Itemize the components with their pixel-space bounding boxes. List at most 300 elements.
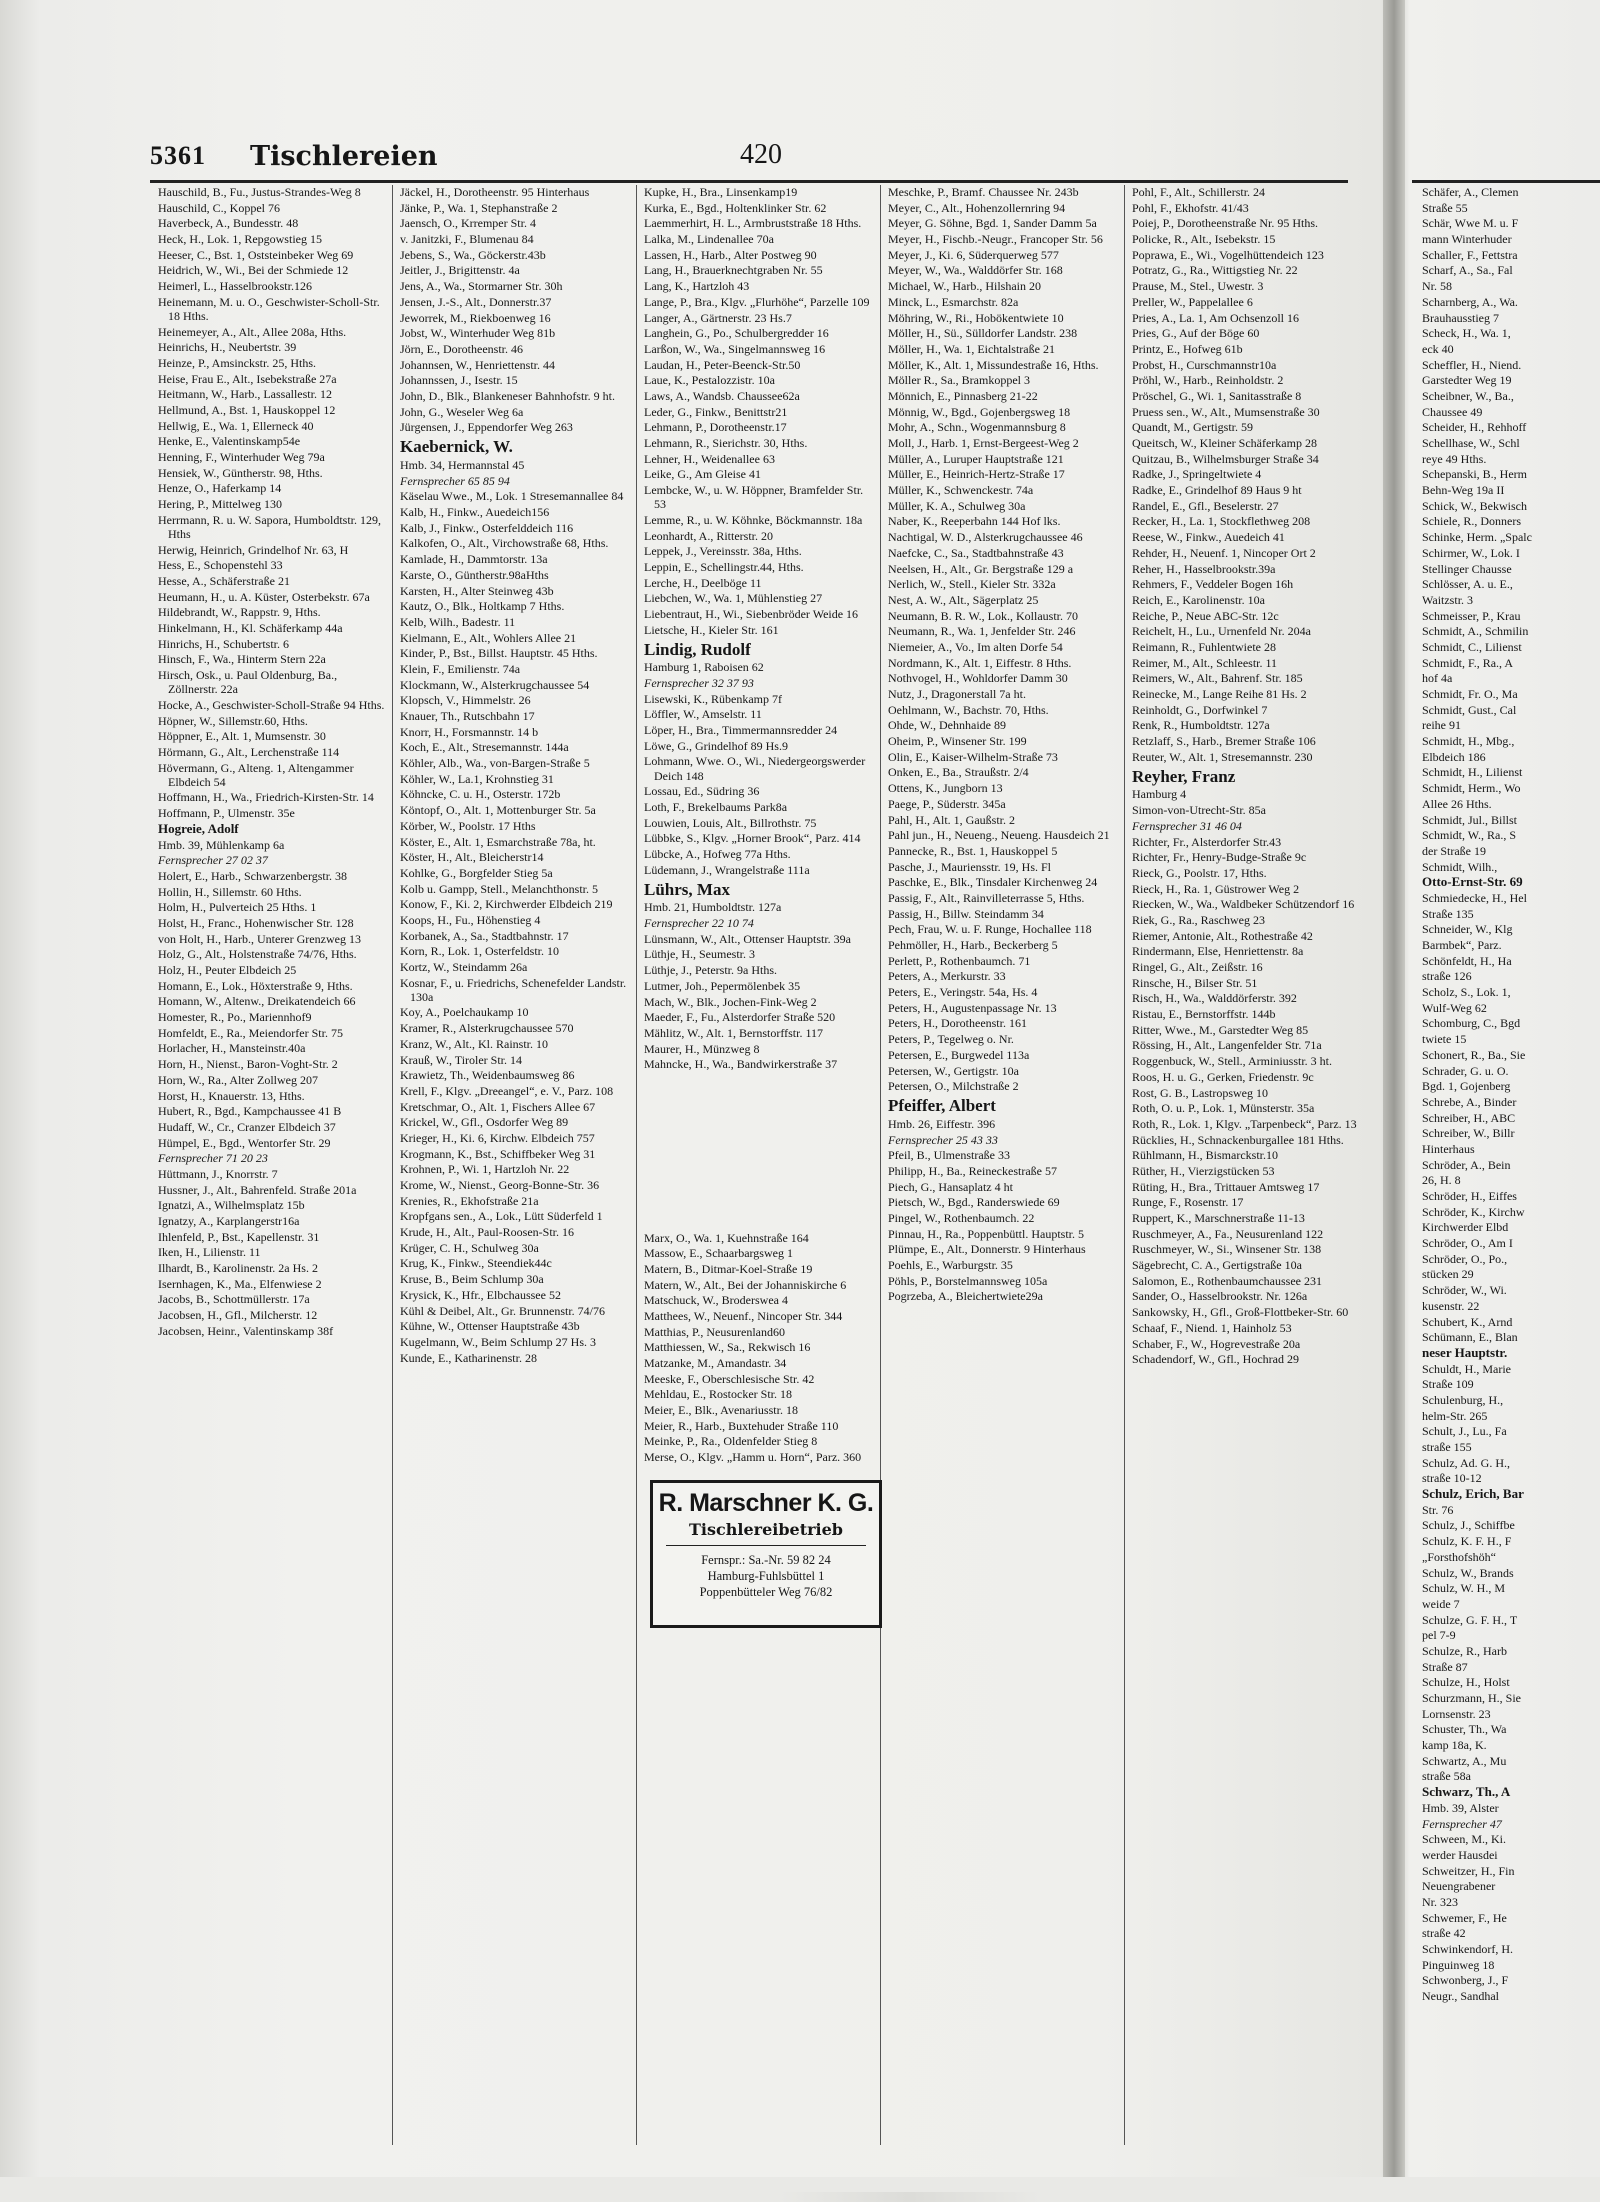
listing-entry: Laue, K., Pestalozzistr. 10a	[644, 373, 775, 388]
listing-entry: Kurka, E., Bgd., Holtenklinker Str. 62	[644, 200, 827, 215]
listing-entry: Merse, O., Klgv. „Hamm u. Horn“, Parz. 360	[644, 1450, 862, 1465]
listing-entry: Johannssen, J., Isestr. 15	[400, 373, 518, 388]
listing-entry: Herrmann, R. u. W. Sapora, Humboldtstr. 129, Hths	[158, 512, 381, 541]
listing-entry: Pruess sen., W., Alt., Mumsenstraße 30	[1132, 404, 1320, 419]
listing-entry: v. Janitzki, F., Blumenau 84	[400, 232, 534, 247]
facing-listing-entry: Schmidt, Wilh.,	[1422, 859, 1498, 874]
facing-listing-entry: Schwonberg, J., F	[1422, 1973, 1509, 1988]
listing-entry: Hmb. 26, Eiffestr. 396	[888, 1116, 996, 1131]
listing-entry: von Holt, H., Harb., Unterer Grenzweg 13	[158, 931, 361, 946]
listing-entry: Kunde, E., Katharinenstr. 28	[400, 1350, 537, 1365]
facing-listing-entry: der Straße 19	[1422, 843, 1486, 858]
listing-entry: Käselau Wwe., M., Lok. 1 Stresemannallee 84	[400, 489, 624, 504]
listing-entry: Sägebrecht, C. A., Gertigstraße 10a	[1132, 1258, 1302, 1273]
listing-entry: Leonhardt, A., Ritterstr. 20	[644, 528, 773, 543]
listing-entry: Oehlmann, W., Bachstr. 70, Hths.	[888, 702, 1049, 717]
listing-entry: Reimers, W., Alt., Bahrenf. Str. 185	[1132, 671, 1303, 686]
listing-entry: Reimann, R., Fuhlentwiete 28	[1132, 639, 1276, 654]
listing-entry: Isernhagen, K., Ma., Elfenwiese 2	[158, 1276, 322, 1291]
listing-entry: Pehmöller, H., Harb., Beckerberg 5	[888, 938, 1058, 952]
listing-entry: Pröhl, W., Harb., Reinholdstr. 2	[1132, 373, 1284, 388]
facing-listing-entry: Schulz, Ad. G. H.,	[1422, 1455, 1510, 1470]
listing-entry: Minck, L., Esmarchstr. 82a	[888, 294, 1019, 309]
facing-listing-entry: Schrebe, A., Binder	[1422, 1094, 1517, 1109]
listing-entry: Poehls, E., Warburgstr. 35	[888, 1258, 1013, 1273]
listing-entry: Müller, A., Luruper Hauptstraße 121	[888, 451, 1064, 466]
facing-listing-entry: helm-Str. 265	[1422, 1408, 1488, 1423]
listing-entry: Renk, R., Humboldtstr. 127a	[1132, 718, 1270, 733]
column-divider	[392, 185, 393, 2145]
listing-entry: Krüger, C. H., Schulweg 30a	[400, 1240, 539, 1255]
facing-listing-entry: Schonert, R., Ba., Sie	[1422, 1047, 1526, 1062]
listing-entry: Kruse, B., Beim Schlump 30a	[400, 1272, 544, 1287]
facing-listing-entry: Schulz, J., Schiffbe	[1422, 1518, 1515, 1533]
facing-listing-entry: Schäfer, A., Clemen	[1422, 185, 1519, 199]
listing-entry: Mahncke, H., Wa., Bandwirkerstraße 37	[644, 1057, 838, 1072]
facing-listing-entry: straße 126	[1422, 969, 1472, 984]
listing-entry: Pinnau, H., Ra., Poppenbüttl. Hauptstr. 5	[888, 1226, 1084, 1241]
listing-entry: John, D., Blk., Blankeneser Bahnhofstr. 9 ht.	[400, 388, 615, 403]
listing-entry: Nachtigal, W. D., Alsterkrugchaussee 46	[888, 530, 1083, 545]
header-rule	[150, 180, 1348, 183]
listing-entry: Reese, W., Finkw., Auedeich 41	[1132, 530, 1285, 545]
page-number: 420	[740, 139, 782, 170]
facing-listing-entry: Schepanski, B., Herm	[1422, 467, 1527, 482]
listing-entry: Lübcke, A., Hofweg 77a Hths.	[644, 847, 791, 861]
listing-entry: Lerche, H., Deelböge 11	[644, 575, 762, 590]
listing-entry: Hinrichs, H., Schubertstr. 6	[158, 636, 289, 651]
listing-entry: Müller, K. A., Schulweg 30a	[888, 498, 1026, 513]
listing-entry: Meyer, J., Ki. 6, Süderquerweg 577	[888, 247, 1059, 262]
listing-entry: Langer, A., Gärtnerstr. 23 Hs.7	[644, 310, 792, 325]
facing-listing-entry: Schulz, K. F. H., F	[1422, 1534, 1512, 1549]
facing-listing-entry: Schröder, K., Kirchw	[1422, 1204, 1525, 1219]
listing-entry: Radke, E., Grindelhof 89 Haus 9 ht	[1132, 483, 1302, 498]
listing-entry: Kamlade, H., Dammtorstr. 13a	[400, 552, 548, 567]
listing-entry: Lisewski, K., Rübenkamp 7f	[644, 691, 782, 706]
listing-entry: Matthees, W., Neuenf., Nincoper Str. 344	[644, 1308, 843, 1323]
listing-entry: Koy, A., Poelchaukamp 10	[400, 1005, 529, 1020]
facing-listing-entry: Chaussee 49	[1422, 404, 1483, 419]
listing-entry: Köhler, Alb., Wa., von-Bargen-Straße 5	[400, 756, 590, 771]
facing-listing-entry: Schirmer, W., Lok. I	[1422, 545, 1520, 560]
listing-entry: Quitzau, B., Wilhelmsburger Straße 34	[1132, 451, 1319, 466]
listing-entry: Hering, P., Mittelweg 130	[158, 497, 282, 512]
facing-listing-entry: Schweitzer, H., Fin	[1422, 1863, 1515, 1878]
facing-listing-entry: Schulze, R., Harb	[1422, 1643, 1507, 1658]
facing-listing-entry: Schrader, G. u. O.	[1422, 1063, 1509, 1078]
column-divider	[880, 185, 881, 2145]
facing-listing-entry: Schwartz, A., Mu	[1422, 1753, 1507, 1768]
category-code: 5361	[150, 141, 206, 170]
listing-entry: Kalb, H., Finkw., Auedeich156	[400, 505, 550, 520]
facing-listing-entry: „Forsthofshöh“	[1422, 1549, 1496, 1564]
listing-entry: Johannsen, W., Henriettenstr. 44	[400, 357, 555, 372]
listing-entry: Klockmann, W., Alsterkrugchaussee 54	[400, 677, 590, 692]
listing-entry: Lehmann, R., Sierichstr. 30, Hths.	[644, 436, 808, 450]
facing-listing-entry: Schröder, H., Eiffes	[1422, 1189, 1517, 1203]
listing-entry: Kielmann, E., Alt., Wohlers Allee 21	[400, 630, 577, 645]
listing-entry: Schadendorf, W., Gfl., Hochrad 29	[1132, 1352, 1299, 1367]
listing-column-1	[158, 185, 386, 2155]
listing-entry: Löwe, G., Grindelhof 89 Hs.9	[644, 738, 788, 753]
listing-entry: Langhein, G., Po., Schulbergredder 16	[644, 326, 829, 341]
facing-listing-entry: Schreiber, W., Billr	[1422, 1126, 1515, 1141]
listing-entry: Kühne, W., Ottenser Hauptstraße 43b	[400, 1319, 580, 1334]
listing-entry: Meyer, G. Söhne, Bgd. 1, Sander Damm 5a	[888, 216, 1097, 231]
listing-entry: Pech, Frau, W. u. F. Runge, Hochallee 118	[888, 922, 1092, 937]
listing-entry: Leppin, E., Schellingstr.44, Hths.	[644, 559, 804, 574]
listing-entry: Reinholdt, G., Dorfwinkel 7	[1132, 702, 1268, 717]
faint-footer-text	[780, 2192, 1040, 2202]
listing-entry: Lassen, H., Harb., Alter Postweg 90	[644, 247, 817, 262]
listing-entry: Jensen, J.-S., Alt., Donnerstr.37	[400, 294, 552, 309]
listing-entry: Jacobsen, H., Gfl., Milcherstr. 12	[158, 1308, 318, 1323]
listing-entry: Matschuck, W., Broderswea 4	[644, 1293, 788, 1308]
facing-listing-entry: Scheck, H., Wa. 1,	[1422, 326, 1511, 341]
listing-entry: Horst, H., Knauerstr. 13, Hths.	[158, 1088, 305, 1103]
listing-entry: Jeitler, J., Brigittenstr. 4a	[400, 263, 520, 278]
listing-entry: Hesse, A., Schäferstraße 21	[158, 574, 290, 588]
facing-listing-entry: Schlösser, A. u. E.,	[1422, 577, 1513, 592]
listing-entry: Poiej, P., Dorotheenstraße Nr. 95 Hths.	[1132, 216, 1318, 231]
listing-entry: Simon-von-Utrecht-Str. 85a	[1132, 803, 1266, 818]
facing-listing-entry: Fernsprecher 47	[1422, 1816, 1502, 1831]
listing-entry: Meyer, C., Alt., Hohenzollernring 94	[888, 200, 1066, 215]
listing-entry: Hirsch, Osk., u. Paul Oldenburg, Ba., Zöllnerstr. 22a	[158, 668, 338, 697]
listing-entry: Philipp, H., Ba., Reineckestraße 57	[888, 1163, 1057, 1178]
listing-entry: Queitsch, W., Kleiner Schäferkamp 28	[1132, 436, 1317, 450]
listing-entry: Peters, E., Veringstr. 54a, Hs. 4	[888, 985, 1038, 1000]
facing-listing-entry: hof 4a	[1422, 671, 1453, 686]
facing-listing-entry: Schmidt, Herm., Wo	[1422, 781, 1521, 796]
facing-listing-entry: straße 155	[1422, 1440, 1472, 1454]
listing-entry: Lang, H., Brauerknechtgraben Nr. 55	[644, 263, 823, 278]
facing-listing-entry: Schröder, A., Bein	[1422, 1157, 1511, 1172]
listing-entry: Pannecke, R., Bst. 1, Hauskoppel 5	[888, 843, 1058, 858]
listing-entry: Lutmer, Joh., Pepermölenbek 35	[644, 978, 801, 993]
listing-entry: Perlett, P., Rothenbaumch. 71	[888, 953, 1031, 968]
listing-entry: Maeder, F., Fu., Alsterdorfer Straße 520	[644, 1010, 836, 1025]
listing-column-4	[888, 185, 1116, 2155]
listing-entry: Mehldau, E., Rostocker Str. 18	[644, 1387, 792, 1402]
listing-entry: Ringel, G., Alt., Zeißstr. 16	[1132, 960, 1263, 974]
listing-entry: Hubert, R., Bgd., Kampchaussee 41 B	[158, 1104, 342, 1119]
listing-entry: Printz, E., Hofweg 61b	[1132, 341, 1243, 356]
listing-entry: Runge, F., Rosenstr. 17	[1132, 1195, 1244, 1210]
listing-entry: Piech, G., Hansaplatz 4 ht	[888, 1179, 1013, 1194]
listing-entry: Petersen, O., Milchstraße 2	[888, 1079, 1019, 1094]
facing-listing-entry: Kirchwerder Elbd	[1422, 1220, 1509, 1235]
listing-entry: Köntopf, O., Alt. 1, Mottenburger Str. 5a	[400, 803, 596, 818]
facing-listing-entry: Nr. 58	[1422, 279, 1452, 294]
listing-entry: Möller R., Sa., Bramkoppel 3	[888, 373, 1030, 388]
listing-entry: Meyer, H., Fischb.-Neugr., Francoper Str. 56	[888, 232, 1103, 247]
listing-entry: Recker, H., La. 1, Stockflethweg 208	[1132, 514, 1311, 529]
listing-heading: Lindig, Rudolf	[644, 639, 751, 659]
listing-entry: Kosnar, F., u. Friedrichs, Schenefelder Landstr. 130a	[400, 975, 627, 1004]
listing-entry: Krude, H., Alt., Paul-Roosen-Str. 16	[400, 1225, 574, 1240]
listing-entry: Riek, G., Ra., Raschweg 23	[1132, 912, 1265, 927]
facing-listing-entry: Schmiedecke, H., Hel	[1422, 890, 1527, 905]
listing-entry: Hamburg 1, Raboisen 62	[644, 660, 764, 675]
listing-entry: Marx, O., Wa. 1, Kuehnstraße 164	[644, 1230, 809, 1245]
listing-entry: Henning, F., Winterhuder Weg 79a	[158, 450, 325, 465]
listing-entry: Holst, H., Franc., Hohenwischer Str. 128	[158, 915, 354, 930]
listing-entry: Hellwig, E., Wa. 1, Ellerneck 40	[158, 418, 314, 433]
listing-entry: Homann, E., Lok., Höxterstraße 9, Hths.	[158, 978, 353, 993]
listing-entry: Quandt, M., Gertigstr. 59	[1132, 420, 1253, 435]
listing-phone: Fernsprecher 31 46 04	[1132, 818, 1242, 833]
listing-entry: Meier, E., Blk., Avenariusstr. 18	[644, 1403, 798, 1418]
facing-listing-entry: Schiele, R., Donners	[1422, 514, 1521, 529]
listing-entry: Iken, H., Lilienstr. 11	[158, 1245, 261, 1260]
listing-entry: Mählitz, W., Alt. 1, Bernstorffstr. 117	[644, 1025, 823, 1040]
facing-listing-entry: Hinterhaus	[1422, 1141, 1475, 1156]
listing-entry: Peters, P., Tegelweg o. Nr.	[888, 1032, 1014, 1047]
listing-entry: John, G., Weseler Weg 6a	[400, 404, 524, 419]
facing-listing-entry: Garstedter Weg 19	[1422, 373, 1512, 388]
listing-entry: Nerlich, W., Stell., Kieler Str. 332a	[888, 577, 1056, 592]
listing-entry: Köster, E., Alt. 1, Esmarchstraße 78a, ht.	[400, 834, 596, 849]
listing-entry: Liebentraut, H., Wi., Siebenbröder Weide 16	[644, 606, 859, 621]
listing-entry: Hudaff, W., Cr., Cranzer Elbdeich 37	[158, 1119, 336, 1134]
directory-page	[150, 80, 1360, 2160]
listing-entry: Heinemann, M. u. O., Geschwister-Scholl-Str. 18 Hths.	[158, 294, 380, 323]
facing-listing-entry: Stellinger Chausse	[1422, 561, 1512, 576]
facing-listing-entry: Schmidt, Gust., Cal	[1422, 702, 1517, 717]
facing-listing-entry: Scheffler, H., Niend.	[1422, 357, 1522, 372]
listing-entry: Naber, K., Reeperbahn 144 Hof lks.	[888, 514, 1061, 529]
listing-entry: Jacobs, B., Schottmüllerstr. 17a	[158, 1292, 310, 1307]
listing-entry: Horlacher, H., Mansteinstr.40a	[158, 1041, 306, 1056]
listing-entry: Hellmund, A., Bst. 1, Hauskoppel 12	[158, 403, 336, 418]
listing-entry: Krickel, W., Gfl., Osdorfer Weg 89	[400, 1115, 569, 1130]
facing-listing-entry: Scheider, H., Rehhoff	[1422, 420, 1527, 435]
listing-entry: Haverbeck, A., Bundesstr. 48	[158, 216, 299, 231]
listing-entry: Prause, M., Stel., Uwestr. 3	[1132, 279, 1264, 294]
listing-entry: Lemme, R., u. W. Köhnke, Böckmannstr. 18a	[644, 512, 863, 527]
listing-entry: Horn, W., Ra., Alter Zollweg 207	[158, 1072, 318, 1087]
listing-entry: Kupke, H., Bra., Linsenkamp19	[644, 185, 798, 199]
listing-entry: Radke, J., Springeltwiete 4	[1132, 467, 1262, 482]
listing-entry: Müller, E., Heinrich-Hertz-Straße 17	[888, 467, 1065, 482]
listing-entry: Heinrichs, H., Neubertstr. 39	[158, 340, 297, 355]
facing-listing-entry: pel 7-9	[1422, 1628, 1456, 1643]
ad-address-street: Poppenbütteler Weg 76/82	[699, 1585, 833, 1599]
listing-entry: Olin, E., Kaiser-Wilhelm-Straße 73	[888, 749, 1058, 764]
facing-listing-entry: Schwinkendorf, H.	[1422, 1942, 1513, 1956]
listing-entry: Rehder, H., Neuenf. 1, Nincoper Ort 2	[1132, 545, 1316, 560]
listing-entry: Mönnig, W., Bgd., Gojenbergsweg 18	[888, 404, 1071, 419]
listing-entry: Larßon, W., Wa., Singelmannsweg 16	[644, 341, 826, 356]
listing-entry: Pöhls, P., Borstelmannsweg 105a	[888, 1273, 1048, 1288]
facing-listing-entry: werder Hausdei	[1422, 1847, 1498, 1862]
facing-listing-entry: Schurzmann, H., Sie	[1422, 1691, 1521, 1705]
listing-entry: Passig, F., Alt., Rainvilleterrasse 5, Hths.	[888, 890, 1085, 905]
listing-entry: Massow, E., Schaarbargsweg 1	[644, 1246, 793, 1261]
facing-listing-entry: Nr. 323	[1422, 1894, 1458, 1909]
listing-entry: Rössing, H., Alt., Langenfelder Str. 71a	[1132, 1038, 1322, 1053]
facing-listing-entry: Schümann, E., Blan	[1422, 1330, 1518, 1345]
listing-entry: Retzlaff, S., Harb., Bremer Straße 106	[1132, 734, 1316, 749]
facing-listing-entry: Schick, W., Bekwisch	[1422, 498, 1527, 513]
listing-entry: Hinkelmann, H., Kl. Schäferkamp 44a	[158, 621, 343, 636]
listing-entry: Holz, G., Alt., Holstenstraße 74/76, Hths.	[158, 947, 357, 962]
listing-entry: Hamburg 4	[1132, 787, 1187, 802]
listing-entry: Holz, H., Peuter Elbdeich 25	[158, 963, 297, 977]
listing-entry: Richter, Fr., Henry-Budge-Straße 9c	[1132, 850, 1307, 865]
listing-entry: Henke, E., Valentinskamp54e	[158, 434, 301, 449]
listing-entry: Köhler, W., La.1, Krohnstieg 31	[400, 771, 554, 786]
listing-entry: Kretschmar, O., Alt. 1, Fischers Allee 67	[400, 1099, 596, 1114]
listing-entry: Mönnich, E., Pinnasberg 21-22	[888, 388, 1038, 403]
listing-entry: Rieck, G., Poolstr. 17, Hths.	[1132, 865, 1267, 880]
facing-listing-entry: Schomburg, C., Bgd	[1422, 1016, 1521, 1031]
listing-entry: Leike, G., Am Gleise 41	[644, 467, 761, 482]
listing-entry: Lüdemann, J., Wrangelstraße 111a	[644, 862, 810, 877]
listing-entry: Meinke, P., Ra., Oldenfelder Stieg 8	[644, 1434, 818, 1449]
listing-entry: Rost, G. B., Lastropsweg 10	[1132, 1085, 1268, 1100]
listing-entry: Reher, H., Hasselbrookstr.39a	[1132, 561, 1276, 576]
listing-entry: Roggenbuck, W., Stell., Arminiusstr. 3 ht.	[1132, 1054, 1333, 1069]
listing-entry: Moll, J., Harb. 1, Ernst-Bergeest-Weg 2	[888, 436, 1079, 450]
listing-entry: Heidrich, W., Wi., Bei der Schmiede 12	[158, 263, 349, 278]
listing-column-2	[400, 185, 628, 2155]
section-title: Tischlereien	[250, 141, 438, 172]
listing-entry: Roth, R., Lok. 1, Klgv. „Tarpenbeck“, Parz. 13	[1132, 1116, 1357, 1131]
listing-entry: Heinze, P., Amsinckstr. 25, Hths.	[158, 355, 316, 370]
listing-entry: Peters, A., Merkurstr. 33	[888, 969, 1006, 984]
listing-entry: Krohnen, P., Wi. 1, Hartzloh Nr. 22	[400, 1162, 570, 1177]
listing-entry: Karste, O., Güntherstr.98aHths	[400, 567, 549, 582]
facing-listing-entry: Elbdeich 186	[1422, 749, 1486, 764]
listing-entry: Reimer, M., Alt., Schleestr. 11	[1132, 655, 1278, 670]
listing-entry: Jänke, P., Wa. 1, Stephanstraße 2	[400, 200, 558, 215]
facing-listing-entry: Bgd. 1, Gojenberg	[1422, 1079, 1511, 1094]
facing-listing-entry: Allee 26 Hths.	[1422, 796, 1492, 811]
listing-entry: Sander, O., Hasselbrookstr. Nr. 126a	[1132, 1289, 1308, 1304]
listing-entry: Matthiessen, W., Sa., Rekwisch 16	[644, 1340, 811, 1355]
listing-entry: Lang, K., Hartzloh 43	[644, 279, 750, 294]
listing-entry: Riemer, Antonie, Alt., Rothestraße 42	[1132, 928, 1313, 943]
listing-entry: Matthias, P., Neusurenland60	[644, 1324, 785, 1339]
listing-entry: Rinsche, H., Bilser Str. 51	[1132, 975, 1258, 990]
listing-entry: Randel, E., Gfl., Beselerstr. 27	[1132, 498, 1279, 513]
listing-entry: Köster, H., Alt., Bleicherstr14	[400, 850, 544, 865]
listing-entry: Hess, E., Schopenstehl 33	[158, 558, 283, 573]
facing-listing-entry: straße 42	[1422, 1926, 1466, 1941]
listing-entry: Pahl, H., Alt. 1, Gaußstr. 2	[888, 812, 1016, 827]
listing-entry: Hogreie, Adolf	[158, 820, 239, 836]
listing-entry: Lange, P., Bra., Klgv. „Flurhöhe“, Parzelle 109	[644, 294, 870, 309]
listing-entry: Nest, A. W., Alt., Sägerplatz 25	[888, 592, 1039, 607]
listing-entry: Krieger, H., Ki. 6, Kirchw. Elbdeich 757	[400, 1130, 595, 1145]
facing-listing-entry: Schmidt, F., Ra., A	[1422, 655, 1514, 670]
listing-entry: Reuter, W., Alt. 1, Stresemannstr. 230	[1132, 749, 1313, 764]
column-divider	[1124, 185, 1125, 2145]
facing-listing-entry: Pinguinweg 18	[1422, 1957, 1495, 1972]
listing-entry: Holert, E., Harb., Schwarzenbergstr. 38	[158, 868, 348, 883]
listing-heading: Lührs, Max	[644, 879, 730, 899]
listing-entry: Pahl jun., H., Neueng., Neueng. Hausdeich 21	[888, 828, 1110, 843]
listing-entry: Pries, G., Auf der Böge 60	[1132, 326, 1260, 341]
listing-entry: Horn, H., Nienst., Baron-Voght-Str. 2	[158, 1057, 338, 1072]
listing-entry: Ritter, Wwe., M., Garstedter Weg 85	[1132, 1022, 1309, 1037]
listing-entry: Petersen, W., Gertigstr. 10a	[888, 1063, 1019, 1078]
listing-entry: Hauschild, C., Koppel 76	[158, 200, 280, 215]
listing-phone: Fernsprecher 27 02 37	[158, 853, 268, 868]
listing-entry: Krauß, W., Tiroler Str. 14	[400, 1052, 523, 1067]
listing-entry: Homfeldt, E., Ra., Meiendorfer Str. 75	[158, 1025, 343, 1040]
facing-listing-entry: straße 58a	[1422, 1769, 1471, 1784]
listing-entry: Hussner, J., Alt., Bahrenfeld. Straße 201a	[158, 1182, 357, 1197]
listing-entry: Pasche, J., Mauriensstr. 19, Hs. Fl	[888, 859, 1051, 874]
listing-entry: Reich, E., Karolinenstr. 10a	[1132, 592, 1265, 607]
listing-entry: Policke, R., Alt., Isebekstr. 15	[1132, 232, 1276, 247]
listing-entry: Hoffmann, H., Wa., Friedrich-Kirsten-Str. 14	[158, 790, 374, 805]
listing-entry: Krawietz, Th., Weidenbaumsweg 86	[400, 1068, 575, 1083]
listing-entry: Roos, H. u. G., Gerken, Friedenstr. 9c	[1132, 1069, 1314, 1084]
listing-entry: Lehmann, P., Dorotheenstr.17	[644, 420, 787, 435]
listing-entry: Kropfgans sen., A., Lok., Lütt Süderfeld 1	[400, 1209, 603, 1224]
listing-entry: Peters, H., Augustenpassage Nr. 13	[888, 1000, 1057, 1015]
listing-entry: Ristau, E., Bernstorffstr. 144b	[1132, 1007, 1276, 1022]
listing-entry: Lüthje, J., Peterstr. 9a Hths.	[644, 963, 777, 978]
facing-listing-entry: Str. 76	[1422, 1502, 1454, 1517]
listing-entry: Ihlenfeld, P., Bst., Kapellenstr. 31	[158, 1229, 320, 1244]
listing-entry: Riecken, W., Wa., Waldbeker Schützendorf 16	[1132, 897, 1355, 912]
listing-entry: Niemeier, A., Vo., Im alten Dorfe 54	[888, 639, 1063, 654]
ad-spacer	[644, 1073, 872, 1229]
ad-company-name: R. Marschner K. G.	[658, 1489, 874, 1517]
ad-address-city: Hamburg-Fuhlsbüttel 1	[707, 1569, 825, 1583]
listing-entry: Lehner, H., Weidenallee 63	[644, 451, 775, 466]
listing-entry: Karsten, H., Alter Steinweg 43b	[400, 583, 554, 598]
facing-listing-entry: Waitzstr. 3	[1422, 592, 1474, 607]
listing-entry: Krell, F., Klgv. „Dreeangel“, e. V., Parz. 108	[400, 1083, 614, 1098]
listing-entry: Pfeil, B., Ulmenstraße 33	[888, 1148, 1010, 1163]
listing-entry: Schaaf, F., Niend. 1, Hainholz 53	[1132, 1320, 1292, 1335]
facing-listing-entry: Neuengrabener	[1422, 1879, 1496, 1894]
facing-listing-entry: Schröder, O., Am I	[1422, 1236, 1513, 1251]
listing-entry: Meyer, W., Wa., Walddörfer Str. 168	[888, 263, 1063, 278]
facing-listing-entry: Schult, J., Lu., Fa	[1422, 1424, 1507, 1439]
listing-entry: Höpner, W., Sillemstr.60, Hths.	[158, 713, 308, 728]
listing-entry: Pietsch, W., Bgd., Randerswiede 69	[888, 1195, 1060, 1210]
facing-listing-entry: Straße 87	[1422, 1659, 1468, 1674]
listing-entry: Pogrzeba, A., Bleichertwiete29a	[888, 1289, 1043, 1304]
listing-entry: Hmb. 34, Hermannstal 45	[400, 458, 525, 472]
listing-entry: Rücklies, H., Schnackenburgallee 181 Hths.	[1132, 1132, 1344, 1147]
listing-entry: Nordmann, K., Alt. 1, Eiffestr. 8 Hths.	[888, 655, 1072, 670]
listing-entry: Heimerl, L., Hasselbrookstr.126	[158, 279, 312, 294]
listing-entry: Naefcke, C., Sa., Stadtbahnstraße 43	[888, 545, 1064, 560]
facing-listing-entry: Schulze, H., Holst	[1422, 1675, 1510, 1690]
listing-entry: Korbanek, A., Sa., Stadtbahnstr. 17	[400, 928, 569, 943]
listing-entry: Jörn, E., Dorotheenstr. 46	[400, 341, 523, 356]
listing-entry: Paege, P., Süderstr. 345a	[888, 796, 1006, 811]
facing-listing-entry: mann Winterhuder	[1422, 232, 1512, 247]
listing-entry: Jebens, S., Wa., Göckerstr.43b	[400, 247, 546, 262]
facing-listing-entry: kamp 18a, K.	[1422, 1738, 1487, 1753]
listing-entry: Heise, Frau E., Alt., Isebekstraße 27a	[158, 371, 337, 386]
listing-entry: Reichelt, H., Lu., Urnenfeld Nr. 204a	[1132, 624, 1311, 639]
listing-entry: Liebchen, W., Wa. 1, Mühlenstieg 27	[644, 591, 823, 606]
listing-entry: Kelb, Wilh., Badestr. 11	[400, 614, 516, 629]
facing-listing-entry: Behn-Weg 19a II	[1422, 483, 1505, 498]
facing-listing-entry: Schulz, Erich, Bar	[1422, 1486, 1524, 1502]
